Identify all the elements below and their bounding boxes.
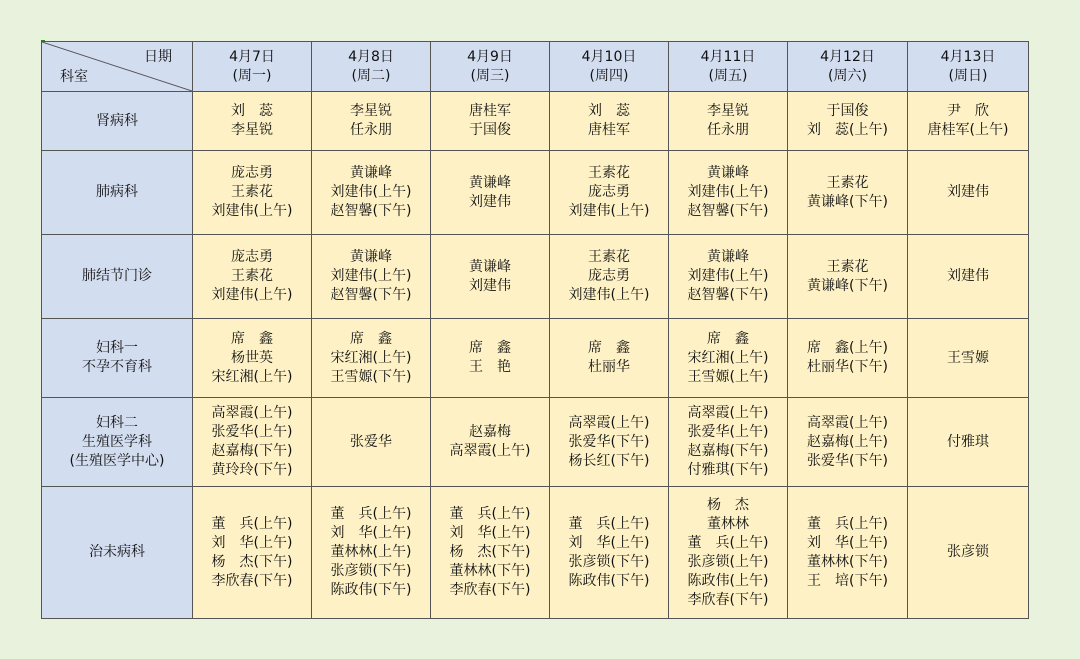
doctor-entry: 刘 华(上午) <box>211 534 293 551</box>
doctor-entry: 杨 杰(下午) <box>449 544 531 560</box>
doctor-entry: 黄谦峰 <box>707 165 749 181</box>
doctor-entry: 唐桂军 <box>588 122 630 138</box>
day-date: 4月9日 <box>467 48 513 65</box>
day-date: 4月8日 <box>348 48 394 65</box>
doctor-entry: 黄谦峰 <box>469 258 511 275</box>
department-cell <box>42 151 193 235</box>
doctor-entry: 刘建伟 <box>947 184 989 200</box>
day-weekday: (周日) <box>948 67 988 84</box>
doctor-entry: 刘 蕊(上午) <box>807 122 888 138</box>
doctor-entry: 于国俊 <box>469 122 511 138</box>
doctor-entry: 李欣春(下午) <box>687 591 769 608</box>
doctor-entry: 张爱华(下午) <box>807 452 888 469</box>
day-header <box>669 42 788 92</box>
day-date: 4月13日 <box>940 48 996 65</box>
doctor-entry: 高翠霞(上午) <box>687 405 769 421</box>
day-weekday: (周二) <box>351 67 391 84</box>
doctor-entry: 刘建伟(上午) <box>687 184 769 200</box>
doctor-entry: 刘 蕊 <box>588 103 630 119</box>
doctor-entry: 董 兵(上午) <box>449 506 531 522</box>
doctor-entry: 席 鑫 <box>469 340 511 356</box>
doctor-entry: 董林林(下午) <box>807 553 888 570</box>
doctor-entry: 张彦锁 <box>947 544 989 560</box>
doctor-entry: 王雪嫄(下午) <box>330 368 412 385</box>
duty-cell <box>431 151 550 235</box>
doctor-entry: 王素花 <box>588 249 630 265</box>
doctor-entry: 董 兵(上午) <box>568 515 650 532</box>
day-header <box>550 42 669 92</box>
duty-cell <box>908 235 1029 319</box>
doctor-entry: 黄谦峰 <box>469 174 511 191</box>
duty-cell <box>908 92 1029 151</box>
doctor-entry: 付雅琪 <box>947 433 989 450</box>
duty-cell <box>312 319 431 398</box>
doctor-entry: 李星锐 <box>707 103 749 119</box>
day-date: 4月10日 <box>581 48 637 65</box>
duty-cell <box>788 398 908 487</box>
corner-header <box>42 42 193 92</box>
department-name: (生殖医学中心) <box>69 452 165 469</box>
doctor-entry: 杜丽华 <box>588 359 630 375</box>
duty-cell <box>550 235 669 319</box>
doctor-entry: 尹 欣 <box>947 103 989 119</box>
day-header <box>788 42 908 92</box>
duty-cell <box>669 92 788 151</box>
doctor-entry: 高翠霞(上午) <box>211 405 293 421</box>
doctor-entry: 赵嘉梅(下午) <box>687 443 769 459</box>
duty-cell <box>550 487 669 619</box>
duty-cell <box>193 92 312 151</box>
duty-cell <box>788 319 908 398</box>
department-name: 妇科一 <box>96 340 138 356</box>
doctor-entry: 黄谦峰 <box>350 165 392 181</box>
doctor-entry: 庞志勇 <box>231 249 273 265</box>
department-cell <box>42 319 193 398</box>
day-header <box>312 42 431 92</box>
doctor-entry: 李星锐 <box>350 103 392 119</box>
schedule-row <box>42 398 1029 487</box>
duty-cell <box>908 487 1029 619</box>
doctor-entry: 杨 杰 <box>707 496 749 513</box>
doctor-entry: 杨 杰(下午) <box>211 553 293 570</box>
doctor-entry: 高翠霞(上午) <box>449 443 531 459</box>
department-name: 肺结节门诊 <box>82 268 152 284</box>
doctor-entry: 刘建伟 <box>469 193 511 210</box>
doctor-entry: 陈政伟(上午) <box>687 572 769 589</box>
duty-cell <box>550 92 669 151</box>
duty-cell <box>431 319 550 398</box>
doctor-entry: 刘 华(上午) <box>568 534 650 551</box>
doctor-entry: 任永朋 <box>350 122 392 138</box>
department-name: 肺病科 <box>96 184 138 200</box>
duty-cell <box>788 151 908 235</box>
duty-cell <box>312 151 431 235</box>
doctor-entry: 付雅琪(下午) <box>687 462 769 478</box>
doctor-entry: 王素花 <box>826 174 869 191</box>
doctor-entry: 席 鑫 <box>231 330 273 347</box>
doctor-entry: 唐桂军 <box>469 103 511 119</box>
day-weekday: (周四) <box>589 67 629 84</box>
department-cell <box>42 92 193 151</box>
doctor-entry: 刘建伟 <box>469 277 511 294</box>
duty-cell <box>908 319 1029 398</box>
duty-cell <box>669 487 788 619</box>
doctor-entry: 黄谦峰(下午) <box>807 193 888 210</box>
schedule-row <box>42 235 1029 319</box>
department-name: 肾病科 <box>96 112 138 129</box>
doctor-entry: 杜丽华(下午) <box>807 359 888 375</box>
doctor-entry: 刘建伟(上午) <box>330 184 412 200</box>
doctor-entry: 张爱华(上午) <box>687 424 769 440</box>
duty-cell <box>669 319 788 398</box>
duty-cell <box>431 235 550 319</box>
duty-cell <box>312 235 431 319</box>
doctor-entry: 王雪嫄(上午) <box>687 368 769 385</box>
doctor-entry: 赵智馨(下午) <box>330 287 412 303</box>
doctor-entry: 陈政伟(下午) <box>568 572 650 589</box>
doctor-entry: 宋红湘(上午) <box>330 349 412 366</box>
schedule-row <box>42 319 1029 398</box>
doctor-entry: 张彦锁(下午) <box>330 563 412 579</box>
doctor-entry: 黄玲玲(下午) <box>211 462 293 478</box>
duty-cell <box>788 235 908 319</box>
schedule-row <box>42 487 1029 619</box>
doctor-entry: 张彦锁(上午) <box>687 553 769 570</box>
duty-cell <box>550 398 669 487</box>
duty-cell <box>431 398 550 487</box>
doctor-entry: 陈政伟(下午) <box>330 582 412 598</box>
doctor-entry: 李星锐 <box>231 122 273 138</box>
department-name: 治未病科 <box>89 544 145 560</box>
doctor-entry: 刘建伟(上午) <box>211 287 293 303</box>
doctor-entry: 李欣春(下午) <box>211 572 293 589</box>
duty-cell <box>193 319 312 398</box>
doctor-entry: 席 鑫 <box>350 330 392 347</box>
doctor-entry: 董林林 <box>707 515 749 532</box>
doctor-entry: 席 鑫(上午) <box>807 340 888 356</box>
duty-cell <box>312 487 431 619</box>
doctor-entry: 杨世英 <box>231 349 273 366</box>
schedule-row <box>42 151 1029 235</box>
doctor-entry: 赵智馨(下午) <box>687 203 769 219</box>
doctor-entry: 于国俊 <box>826 103 869 119</box>
doctor-entry: 刘建伟(上午) <box>568 203 650 219</box>
doctor-entry: 张爱华(下午) <box>568 433 650 450</box>
duty-cell <box>193 151 312 235</box>
doctor-entry: 席 鑫 <box>707 330 749 347</box>
department-cell <box>42 235 193 319</box>
day-header <box>431 42 550 92</box>
doctor-entry: 赵嘉梅 <box>469 424 511 440</box>
duty-cell <box>669 151 788 235</box>
header-row <box>42 42 1029 92</box>
duty-cell <box>312 92 431 151</box>
duty-cell <box>312 398 431 487</box>
department-cell <box>42 398 193 487</box>
doctor-entry: 刘建伟 <box>947 268 989 284</box>
clinic-schedule-table <box>41 41 1029 619</box>
doctor-entry: 宋红湘(上午) <box>211 368 293 385</box>
doctor-entry: 赵智馨(下午) <box>330 203 412 219</box>
doctor-entry: 董林林(上午) <box>330 544 412 560</box>
duty-cell <box>193 235 312 319</box>
doctor-entry: 刘 华(上午) <box>330 525 412 541</box>
duty-cell <box>669 235 788 319</box>
doctor-entry: 王 培(下午) <box>807 572 888 589</box>
duty-cell <box>908 398 1029 487</box>
doctor-entry: 杨长红(下午) <box>568 452 650 469</box>
corner-date-label: 日期 <box>144 49 172 65</box>
department-cell <box>42 487 193 619</box>
doctor-entry: 刘建伟(上午) <box>330 268 412 284</box>
day-weekday: (周一) <box>232 67 272 84</box>
doctor-entry: 刘 华(上午) <box>807 534 888 551</box>
doctor-entry: 王 艳 <box>469 359 511 375</box>
doctor-entry: 赵嘉梅(下午) <box>211 443 293 459</box>
duty-cell <box>908 151 1029 235</box>
corner-dept-label: 科室 <box>60 69 88 85</box>
doctor-entry: 王素花 <box>231 268 273 284</box>
duty-cell <box>431 92 550 151</box>
duty-cell <box>550 151 669 235</box>
doctor-entry: 王素花 <box>231 184 273 200</box>
doctor-entry: 赵智馨(下午) <box>687 287 769 303</box>
doctor-entry: 黄谦峰 <box>707 249 749 265</box>
doctor-entry: 庞志勇 <box>588 268 630 284</box>
doctor-entry: 董 兵(上午) <box>330 506 412 522</box>
department-name: 不孕不育科 <box>82 359 152 375</box>
doctor-entry: 王素花 <box>588 165 630 181</box>
duty-cell <box>669 398 788 487</box>
doctor-entry: 刘建伟(上午) <box>211 203 293 219</box>
duty-cell <box>193 487 312 619</box>
doctor-entry: 王雪嫄 <box>947 349 989 366</box>
doctor-entry: 庞志勇 <box>588 184 630 200</box>
duty-cell <box>788 92 908 151</box>
doctor-entry: 任永朋 <box>707 122 749 138</box>
day-weekday: (周三) <box>470 67 510 84</box>
department-name: 妇科二 <box>96 414 138 431</box>
doctor-entry: 刘建伟(上午) <box>687 268 769 284</box>
day-weekday: (周六) <box>828 67 867 84</box>
day-date: 4月7日 <box>229 48 275 65</box>
schedule-row <box>42 92 1029 151</box>
day-header <box>193 42 312 92</box>
doctor-entry: 高翠霞(上午) <box>807 414 888 431</box>
doctor-entry: 赵嘉梅(上午) <box>807 433 888 450</box>
day-header <box>908 42 1029 92</box>
doctor-entry: 唐桂军(上午) <box>927 122 1009 138</box>
duty-cell <box>431 487 550 619</box>
doctor-entry: 张彦锁(下午) <box>568 553 650 570</box>
doctor-entry: 席 鑫 <box>588 340 630 356</box>
doctor-entry: 董林林(下午) <box>449 563 531 579</box>
duty-cell <box>550 319 669 398</box>
doctor-entry: 董 兵(上午) <box>807 515 888 532</box>
duty-cell <box>193 398 312 487</box>
doctor-entry: 李欣春(下午) <box>449 582 531 598</box>
doctor-entry: 刘 蕊 <box>231 103 273 119</box>
doctor-entry: 王素花 <box>826 258 869 275</box>
day-date: 4月12日 <box>820 48 875 65</box>
doctor-entry: 宋红湘(上午) <box>687 349 769 366</box>
doctor-entry: 庞志勇 <box>231 165 273 181</box>
doctor-entry: 高翠霞(上午) <box>568 414 650 431</box>
doctor-entry: 刘建伟(上午) <box>568 287 650 303</box>
department-name: 生殖医学科 <box>82 433 152 450</box>
doctor-entry: 黄谦峰 <box>350 249 392 265</box>
doctor-entry: 张爱华(上午) <box>211 424 293 440</box>
doctor-entry: 董 兵(上午) <box>687 534 769 551</box>
duty-cell <box>788 487 908 619</box>
day-weekday: (周五) <box>708 67 748 84</box>
doctor-entry: 刘 华(上午) <box>449 525 531 541</box>
doctor-entry: 黄谦峰(下午) <box>807 277 888 294</box>
doctor-entry: 董 兵(上午) <box>211 515 293 532</box>
day-date: 4月11日 <box>700 48 756 65</box>
doctor-entry: 张爱华 <box>350 433 392 450</box>
